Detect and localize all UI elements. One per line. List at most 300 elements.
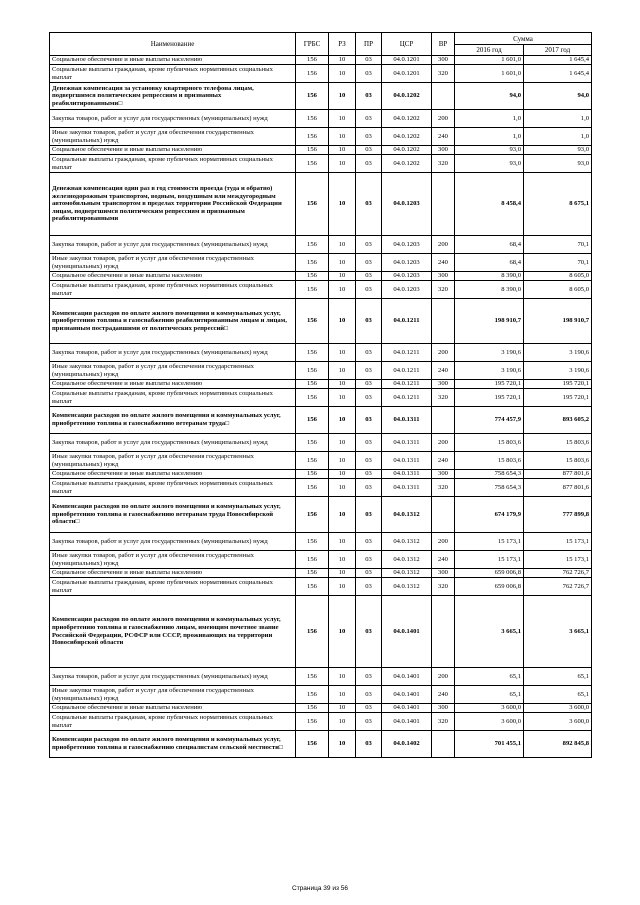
cell-2017: 3 600,0 [524,704,592,713]
cell-grbs: 156 [296,254,329,272]
cell-pr: 03 [356,551,382,569]
cell-2016: 198 910,7 [455,299,524,344]
cell-2017: 198 910,7 [524,299,592,344]
cell-pr: 03 [356,281,382,299]
cell-2016: 659 006,8 [455,569,524,578]
cell-grbs: 156 [296,236,329,254]
cell-csr: 04.0.1311 [382,452,432,470]
table-row [50,146,592,155]
table-row [50,155,592,173]
cell-2017: 893 605,2 [524,407,592,434]
cell-grbs: 156 [296,344,329,362]
cell-rz: 10 [329,407,356,434]
table-row [50,551,592,569]
cell-rz: 10 [329,281,356,299]
cell-2016: 1 601,0 [455,65,524,83]
cell-vr: 300 [432,146,455,155]
cell-grbs: 156 [296,497,329,533]
cell-2017: 195 720,1 [524,389,592,407]
cell-2016: 15 803,6 [455,452,524,470]
cell-grbs: 156 [296,434,329,452]
cell-csr: 04.0.1203 [382,236,432,254]
cell-2017: 1 645,4 [524,56,592,65]
cell-rz: 10 [329,299,356,344]
cell-2016: 1,0 [455,110,524,128]
cell-csr: 04.0.1202 [382,83,432,110]
cell-grbs: 156 [296,407,329,434]
cell-csr: 04.0.1401 [382,668,432,686]
cell-2017: 1,0 [524,110,592,128]
cell-vr: 200 [432,110,455,128]
cell-2017: 762 726,7 [524,569,592,578]
cell-csr: 04.0.1311 [382,479,432,497]
cell-name: Социальные выплаты гражданам, кроме публичных нормативных социальных выплат [50,389,296,407]
header-name: Наименование [50,33,296,56]
cell-grbs: 156 [296,569,329,578]
cell-pr: 03 [356,272,382,281]
cell-csr: 04.0.1401 [382,713,432,731]
cell-name: Закупка товаров, работ и услуг для государственных (муниципальных) нужд [50,344,296,362]
cell-pr: 03 [356,236,382,254]
table-row [50,479,592,497]
cell-vr: 240 [432,362,455,380]
cell-name: Социальные выплаты гражданам, кроме публичных нормативных социальных выплат [50,578,296,596]
cell-grbs: 156 [296,272,329,281]
cell-vr: 200 [432,344,455,362]
cell-name: Социальное обеспечение и иные выплаты населению [50,272,296,281]
cell-2017: 3 190,6 [524,344,592,362]
table-row [50,65,592,83]
cell-name: Иные закупки товаров, работ и услуг для обеспечения государственных (муниципальных) нужд [50,452,296,470]
cell-pr: 03 [356,110,382,128]
cell-2016: 3 665,1 [455,596,524,668]
cell-csr: 04.0.1401 [382,596,432,668]
cell-2016: 1,0 [455,128,524,146]
cell-rz: 10 [329,497,356,533]
cell-rz: 10 [329,65,356,83]
cell-csr: 04.0.1211 [382,362,432,380]
cell-2016: 3 190,6 [455,362,524,380]
cell-grbs: 156 [296,155,329,173]
cell-csr: 04.0.1401 [382,686,432,704]
cell-grbs: 156 [296,470,329,479]
cell-rz: 10 [329,128,356,146]
cell-csr: 04.0.1202 [382,128,432,146]
cell-2016: 8 390,0 [455,281,524,299]
header-rz: РЗ [329,33,356,56]
cell-vr: 240 [432,551,455,569]
cell-pr: 03 [356,254,382,272]
cell-vr: 300 [432,569,455,578]
table-row [50,497,592,533]
cell-2017: 70,1 [524,254,592,272]
cell-vr: 300 [432,704,455,713]
cell-2016: 774 457,9 [455,407,524,434]
cell-name: Социальные выплаты гражданам, кроме публичных нормативных социальных выплат [50,713,296,731]
cell-pr: 03 [356,155,382,173]
table-row [50,236,592,254]
cell-name: Закупка товаров, работ и услуг для государственных (муниципальных) нужд [50,434,296,452]
cell-rz: 10 [329,344,356,362]
cell-name: Закупка товаров, работ и услуг для государственных (муниципальных) нужд [50,236,296,254]
cell-2017: 15 173,1 [524,551,592,569]
table-row [50,362,592,380]
cell-vr: 300 [432,272,455,281]
cell-grbs: 156 [296,146,329,155]
cell-name: Иные закупки товаров, работ и услуг для обеспечения государственных (муниципальных) нужд [50,686,296,704]
cell-2016: 3 600,0 [455,713,524,731]
cell-grbs: 156 [296,56,329,65]
cell-grbs: 156 [296,380,329,389]
cell-pr: 03 [356,479,382,497]
cell-vr [432,407,455,434]
cell-name: Закупка товаров, работ и услуг для государственных (муниципальных) нужд [50,668,296,686]
cell-vr: 320 [432,155,455,173]
cell-csr: 04.0.1311 [382,434,432,452]
cell-rz: 10 [329,254,356,272]
cell-pr: 03 [356,56,382,65]
cell-rz: 10 [329,533,356,551]
cell-name: Социальные выплаты гражданам, кроме публичных нормативных социальных выплат [50,479,296,497]
cell-vr: 320 [432,713,455,731]
cell-grbs: 156 [296,452,329,470]
cell-name: Компенсация расходов по оплате жилого помещения и коммунальных услуг, приобретению топлива и газоснабжению специалистам сельской местности□ [50,731,296,758]
cell-name: Компенсация расходов по оплате жилого помещения и коммунальных услуг, приобретению топлива и газоснабжению реабилитированным лицам и лицам, признанным пострадавшими от политических репрессий□ [50,299,296,344]
cell-rz: 10 [329,146,356,155]
cell-csr: 04.0.1211 [382,344,432,362]
cell-2016: 68,4 [455,254,524,272]
cell-pr: 03 [356,731,382,758]
cell-pr: 03 [356,578,382,596]
table-row [50,686,592,704]
cell-2016: 93,0 [455,155,524,173]
cell-pr: 03 [356,533,382,551]
page-number: Страница 39 из 56 [292,885,348,892]
cell-rz: 10 [329,668,356,686]
cell-2017: 195 720,1 [524,380,592,389]
cell-csr: 04.0.1201 [382,65,432,83]
cell-grbs: 156 [296,299,329,344]
cell-rz: 10 [329,569,356,578]
cell-2016: 15 803,6 [455,434,524,452]
table-row [50,110,592,128]
cell-vr [432,173,455,236]
cell-pr: 03 [356,596,382,668]
cell-2017: 777 899,8 [524,497,592,533]
cell-csr: 04.0.1201 [382,56,432,65]
cell-2017: 8 675,1 [524,173,592,236]
table-row [50,452,592,470]
cell-2017: 8 605,0 [524,281,592,299]
table-row [50,128,592,146]
cell-2017: 93,0 [524,146,592,155]
cell-pr: 03 [356,452,382,470]
cell-2016: 65,1 [455,668,524,686]
cell-rz: 10 [329,434,356,452]
cell-csr: 04.0.1401 [382,704,432,713]
cell-pr: 03 [356,83,382,110]
cell-2016: 674 179,9 [455,497,524,533]
cell-2017: 762 726,7 [524,578,592,596]
cell-name: Иные закупки товаров, работ и услуг для обеспечения государственных (муниципальных) нужд [50,254,296,272]
cell-pr: 03 [356,668,382,686]
cell-csr: 04.0.1203 [382,272,432,281]
cell-name: Социальные выплаты гражданам, кроме публичных нормативных социальных выплат [50,155,296,173]
cell-vr: 240 [432,254,455,272]
cell-csr: 04.0.1202 [382,110,432,128]
cell-grbs: 156 [296,731,329,758]
cell-grbs: 156 [296,362,329,380]
cell-grbs: 156 [296,686,329,704]
cell-name: Социальное обеспечение и иные выплаты населению [50,569,296,578]
cell-rz: 10 [329,479,356,497]
cell-name: Компенсация расходов по оплате жилого помещения и коммунальных услуг, приобретению топлива и газоснабжению ветеранам труда Новосибирской области□ [50,497,296,533]
table-row [50,704,592,713]
table-row [50,407,592,434]
cell-rz: 10 [329,596,356,668]
cell-name: Иные закупки товаров, работ и услуг для обеспечения государственных (муниципальных) нужд [50,362,296,380]
cell-vr: 320 [432,479,455,497]
cell-pr: 03 [356,686,382,704]
cell-grbs: 156 [296,533,329,551]
cell-name: Компенсация расходов по оплате жилого помещения и коммунальных услуг, приобретению топлива и газоснабжению ветеранам труда□ [50,407,296,434]
cell-rz: 10 [329,56,356,65]
cell-pr: 03 [356,389,382,407]
cell-name: Социальные выплаты гражданам, кроме публичных нормативных социальных выплат [50,65,296,83]
table-row [50,578,592,596]
cell-csr: 04.0.1312 [382,533,432,551]
table-row [50,668,592,686]
cell-rz: 10 [329,731,356,758]
cell-vr: 320 [432,65,455,83]
table-row [50,596,592,668]
table-row [50,470,592,479]
cell-2016: 195 720,1 [455,380,524,389]
cell-name: Денежная компенсация один раз в год стоимости проезда (туда и обратно) железнодорожным транспортом, водным, воздушным или междугородным автомобильным транспортом в пределах территории Российской Федерации лицам, подвергшимся политическим репрессиям и признанным реабилитированными [50,173,296,236]
cell-name: Социальное обеспечение и иные выплаты населению [50,704,296,713]
table-row [50,272,592,281]
cell-2017: 1,0 [524,128,592,146]
cell-grbs: 156 [296,65,329,83]
cell-grbs: 156 [296,596,329,668]
cell-name: Социальное обеспечение и иные выплаты населению [50,56,296,65]
cell-2017: 1 645,4 [524,65,592,83]
cell-grbs: 156 [296,578,329,596]
cell-csr: 04.0.1312 [382,578,432,596]
cell-name: Иные закупки товаров, работ и услуг для обеспечения государственных (муниципальных) нужд [50,128,296,146]
cell-csr: 04.0.1202 [382,146,432,155]
cell-name: Иные закупки товаров, работ и услуг для обеспечения государственных (муниципальных) нужд [50,551,296,569]
cell-rz: 10 [329,83,356,110]
cell-grbs: 156 [296,281,329,299]
cell-csr: 04.0.1402 [382,731,432,758]
cell-grbs: 156 [296,110,329,128]
cell-name: Социальное обеспечение и иные выплаты населению [50,470,296,479]
table-row [50,254,592,272]
cell-csr: 04.0.1203 [382,281,432,299]
cell-2016: 68,4 [455,236,524,254]
cell-grbs: 156 [296,704,329,713]
cell-rz: 10 [329,551,356,569]
cell-vr: 300 [432,56,455,65]
cell-rz: 10 [329,578,356,596]
cell-2017: 15 173,1 [524,533,592,551]
table-row [50,83,592,110]
cell-csr: 04.0.1203 [382,254,432,272]
cell-2016: 15 173,1 [455,551,524,569]
cell-2016: 1 601,0 [455,56,524,65]
cell-csr: 04.0.1211 [382,389,432,407]
cell-vr: 320 [432,389,455,407]
cell-vr: 240 [432,452,455,470]
cell-rz: 10 [329,236,356,254]
cell-rz: 10 [329,389,356,407]
cell-csr: 04.0.1211 [382,299,432,344]
cell-2017: 892 845,8 [524,731,592,758]
cell-2017: 93,0 [524,155,592,173]
header-grbs: ГРБС [296,33,329,56]
cell-vr [432,497,455,533]
cell-pr: 03 [356,299,382,344]
cell-name: Компенсация расходов по оплате жилого помещения и коммунальных услуг, приобретению топлива и газоснабжению лицам, имеющим почетное звание Российской Федерации, РСФСР или СССР, проживающих на территории Новосибирской области [50,596,296,668]
table-body [50,56,592,758]
cell-vr: 200 [432,533,455,551]
table-row [50,434,592,452]
cell-2016: 701 455,1 [455,731,524,758]
table-row [50,299,592,344]
cell-rz: 10 [329,380,356,389]
cell-2016: 15 173,1 [455,533,524,551]
cell-pr: 03 [356,380,382,389]
cell-grbs: 156 [296,389,329,407]
cell-2016: 8 458,4 [455,173,524,236]
cell-csr: 04.0.1203 [382,173,432,236]
cell-pr: 03 [356,407,382,434]
header-csr: ЦСР [382,33,432,56]
cell-vr [432,596,455,668]
table-row [50,731,592,758]
cell-2016: 93,0 [455,146,524,155]
cell-vr: 240 [432,686,455,704]
cell-2016: 3 190,6 [455,344,524,362]
cell-name: Закупка товаров, работ и услуг для государственных (муниципальных) нужд [50,533,296,551]
table-row [50,344,592,362]
cell-name: Социальное обеспечение и иные выплаты населению [50,146,296,155]
cell-2016: 65,1 [455,686,524,704]
cell-rz: 10 [329,173,356,236]
cell-vr: 200 [432,236,455,254]
cell-2016: 8 390,0 [455,272,524,281]
cell-pr: 03 [356,569,382,578]
cell-vr: 200 [432,434,455,452]
cell-name: Денежная компенсация за установку квартирного телефона лицам, подвергшимся политическим репрессиям и признанных реабилитированными□ [50,83,296,110]
cell-grbs: 156 [296,668,329,686]
cell-2017: 8 605,0 [524,272,592,281]
cell-name: Социальное обеспечение и иные выплаты населению [50,380,296,389]
cell-vr: 200 [432,668,455,686]
cell-csr: 04.0.1312 [382,497,432,533]
cell-vr: 240 [432,128,455,146]
cell-vr: 300 [432,470,455,479]
cell-grbs: 156 [296,173,329,236]
cell-2016: 3 600,0 [455,704,524,713]
budget-table-page [49,32,591,758]
cell-grbs: 156 [296,713,329,731]
header-pr: ПР [356,33,382,56]
cell-rz: 10 [329,704,356,713]
cell-vr [432,731,455,758]
cell-pr: 03 [356,713,382,731]
cell-grbs: 156 [296,551,329,569]
cell-csr: 04.0.1211 [382,380,432,389]
cell-grbs: 156 [296,83,329,110]
cell-rz: 10 [329,272,356,281]
cell-rz: 10 [329,110,356,128]
cell-rz: 10 [329,155,356,173]
header-year-2017: 2017 год [524,45,592,56]
cell-vr: 320 [432,281,455,299]
cell-csr: 04.0.1312 [382,569,432,578]
cell-csr: 04.0.1202 [382,155,432,173]
cell-2017: 65,1 [524,668,592,686]
cell-2017: 877 801,6 [524,479,592,497]
table-row [50,713,592,731]
cell-pr: 03 [356,173,382,236]
cell-2017: 70,1 [524,236,592,254]
table-row [50,173,592,236]
cell-2017: 94,0 [524,83,592,110]
cell-pr: 03 [356,362,382,380]
table-row [50,533,592,551]
table-row [50,389,592,407]
table-row [50,56,592,65]
cell-pr: 03 [356,434,382,452]
cell-2017: 15 803,6 [524,452,592,470]
cell-rz: 10 [329,470,356,479]
cell-2016: 758 654,3 [455,470,524,479]
header-sum: Сумма [455,33,592,45]
cell-pr: 03 [356,146,382,155]
cell-vr: 320 [432,578,455,596]
cell-grbs: 156 [296,128,329,146]
cell-pr: 03 [356,470,382,479]
cell-rz: 10 [329,713,356,731]
cell-vr [432,299,455,344]
cell-csr: 04.0.1311 [382,470,432,479]
cell-csr: 04.0.1312 [382,551,432,569]
cell-name: Закупка товаров, работ и услуг для государственных (муниципальных) нужд [50,110,296,128]
cell-rz: 10 [329,452,356,470]
cell-2016: 94,0 [455,83,524,110]
cell-pr: 03 [356,497,382,533]
cell-pr: 03 [356,344,382,362]
cell-grbs: 156 [296,479,329,497]
cell-2016: 195 720,1 [455,389,524,407]
cell-2017: 3 190,6 [524,362,592,380]
cell-2016: 659 006,8 [455,578,524,596]
header-year-2016: 2016 год [455,45,524,56]
header-vr: ВР [432,33,455,56]
cell-rz: 10 [329,686,356,704]
cell-2017: 3 665,1 [524,596,592,668]
cell-2017: 15 803,6 [524,434,592,452]
cell-2017: 877 801,6 [524,470,592,479]
cell-name: Социальные выплаты гражданам, кроме публичных нормативных социальных выплат [50,281,296,299]
cell-pr: 03 [356,128,382,146]
table-row [50,281,592,299]
cell-rz: 10 [329,362,356,380]
table-row [50,380,592,389]
